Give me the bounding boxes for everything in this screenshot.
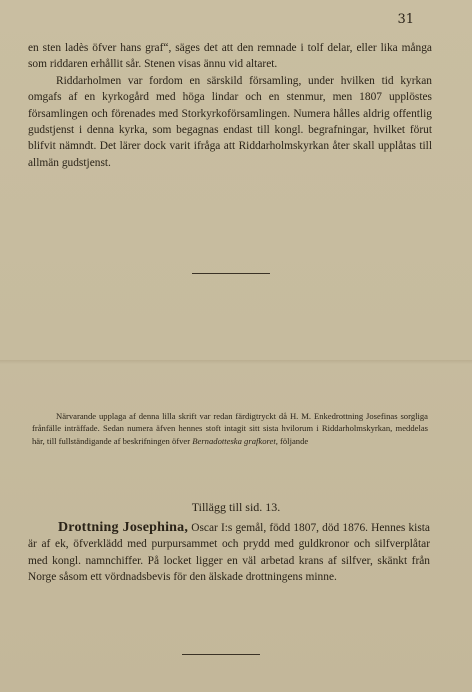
supplement-paragraph bbox=[28, 520, 430, 586]
supplement-heading: Tillägg till sid. 13. bbox=[191, 500, 281, 514]
notice-italic-title: Bernadotteska grafkoret, bbox=[192, 435, 278, 446]
notice-text-after: följande bbox=[277, 435, 309, 446]
main-paragraph-2: Riddarholmen var fordom en särskild församling, under hvilken tid kyrkan omgafs af en kyrkogård med höga lindar och en stenmur, men 1807 upplöstes församlingen och förenades med Storkyrkoförsamlingen. Numera hålles aldrig offentlig gudstjenst i denna kyrka, som begagnas endast till kongl. begrafningar, hvilket förut blifvit nämndt. Det lärer dock varit ifråga att Riddarholmskyrkan åter skall upplåtas till allmän gudstjenst. bbox=[28, 74, 432, 169]
supplement-text: Oscar I:s gemål, född 1807, död 1876. Hennes kista är af ek, öfverklädd med purpursammet och prydd med guldkronor och silfverplåtar med kongl. namnchiffer. På locket ligger en väl arbetad krans af silfver, skänkt från Norge såsom ett vördnadsbevis för den älskade drottningens minne. bbox=[28, 522, 430, 584]
main-paragraph-1: en sten ladès öfver hans graf“, säges det att den remnade i tolf delar, eller lika många som riddaren erhållit sår. Stenen visas ännu vid altaret. bbox=[28, 42, 432, 71]
section-divider-bottom bbox=[182, 654, 260, 655]
supplement-body bbox=[28, 520, 430, 586]
edition-notice bbox=[32, 410, 428, 447]
main-text bbox=[28, 40, 432, 171]
page-number: 31 bbox=[397, 12, 414, 27]
notice-text-before: Närvarande upplaga af denna lilla skrift var redan färdigtryckt då H. M. Enkedrottning Josefinas sorgliga frånfälle inträffade. Sedan numera äfven hennes stoft intagit sitt sista hvilorum i Riddarholmskyrkan, meddelas här, till fullständigande af beskrifningen öfver bbox=[32, 411, 428, 446]
notice-paragraph bbox=[32, 410, 428, 447]
supplement-name: Drottning Josephina, bbox=[58, 520, 189, 535]
section-divider-top bbox=[192, 273, 270, 274]
